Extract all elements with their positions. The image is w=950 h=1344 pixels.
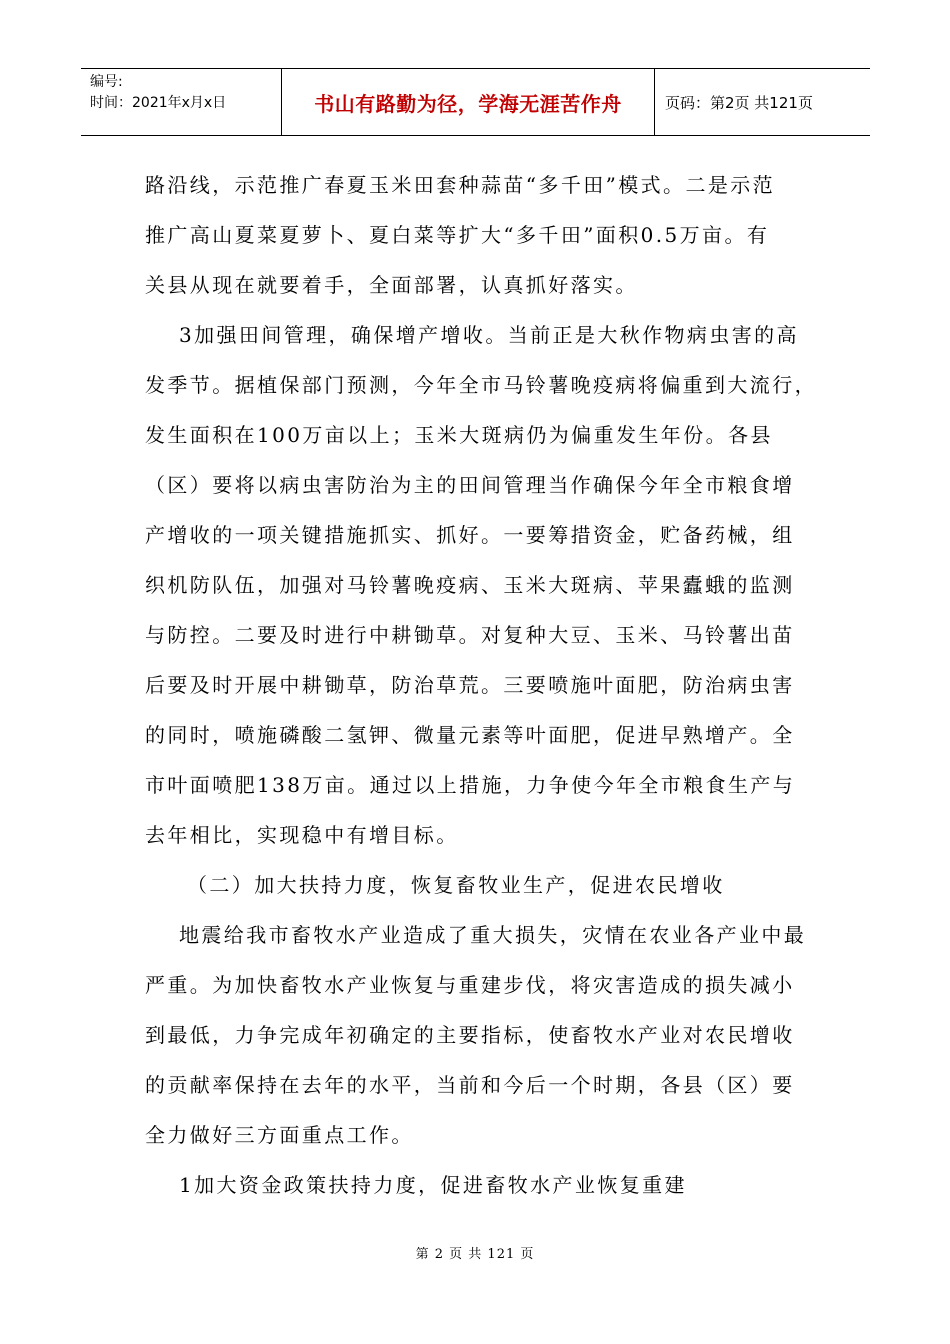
body-line: 发生面积在100万亩以上；玉米大斑病仍为偏重发生年份。各县 (145, 423, 773, 447)
date-label: 时间：2021年x月x日 (90, 95, 227, 111)
document-body (145, 160, 817, 1210)
body-line: 地震给我市畜牧水产业造成了重大损失，灾情在农业各产业中最 (179, 923, 807, 947)
subsection-heading: 1加大资金政策扶持力度，促进畜牧水产业恢复重建 (179, 1173, 687, 1197)
body-line: 推广高山夏菜夏萝卜、夏白菜等扩大“多千田”面积0.5万亩。有 (145, 223, 770, 247)
serial-number-label: 编号: (90, 74, 123, 90)
body-line: 织机防队伍，加强对马铃薯晚疫病、玉米大斑病、苹果蠹蛾的监测 (145, 573, 795, 597)
body-line: 到最低，力争完成年初确定的主要指标，使畜牧水产业对农民增收 (145, 1023, 795, 1047)
header-meta-cell (81, 69, 282, 135)
body-line: 路沿线，示范推广春夏玉米田套种蒜苗“多千田”模式。二是示范 (145, 173, 776, 197)
body-line: 后要及时开展中耕锄草，防治草荒。三要喷施叶面肥，防治病虫害 (145, 673, 795, 697)
body-line: 市叶面喷肥138万亩。通过以上措施，力争使今年全市粮食生产与 (145, 773, 796, 797)
header-page-info: 页码：第2页 共121页 (665, 93, 813, 112)
body-line: 关县从现在就要着手，全面部署，认真抓好落实。 (145, 273, 638, 297)
section-heading: （二）加大扶持力度，恢复畜牧业生产，促进农民增收 (187, 873, 725, 897)
body-line: 与防控。二要及时进行中耕锄草。对复种大豆、玉米、马铃薯出苗 (145, 623, 795, 647)
body-line: 3加强田间管理，确保增产增收。当前正是大秋作物病虫害的高 (179, 323, 799, 347)
header-motto: 书山有路勤为径，学海无涯苦作舟 (282, 69, 655, 135)
body-line: 的同时，喷施磷酸二氢钾、微量元素等叶面肥，促进早熟增产。全 (145, 723, 795, 747)
body-line: 的贡献率保持在去年的水平，当前和今后一个时期，各县（区）要 (145, 1073, 795, 1097)
page-footer-number: 第 2 页 共 121 页 (415, 1247, 535, 1262)
body-line: 全力做好三方面重点工作。 (145, 1123, 414, 1147)
page-header (81, 68, 870, 136)
body-line: 严重。为加快畜牧水产业恢复与重建步伐，将灾害造成的损失减小 (145, 973, 795, 997)
body-line: （区）要将以病虫害防治为主的田间管理当作确保今年全市粮食增 (145, 473, 795, 497)
body-line: 去年相比，实现稳中有增目标。 (145, 823, 459, 847)
body-line: 发季节。据植保部门预测，今年全市马铃薯晚疫病将偏重到大流行， (145, 373, 817, 397)
body-line: 产增收的一项关键措施抓实、抓好。一要筹措资金，贮备药械，组 (145, 523, 795, 547)
